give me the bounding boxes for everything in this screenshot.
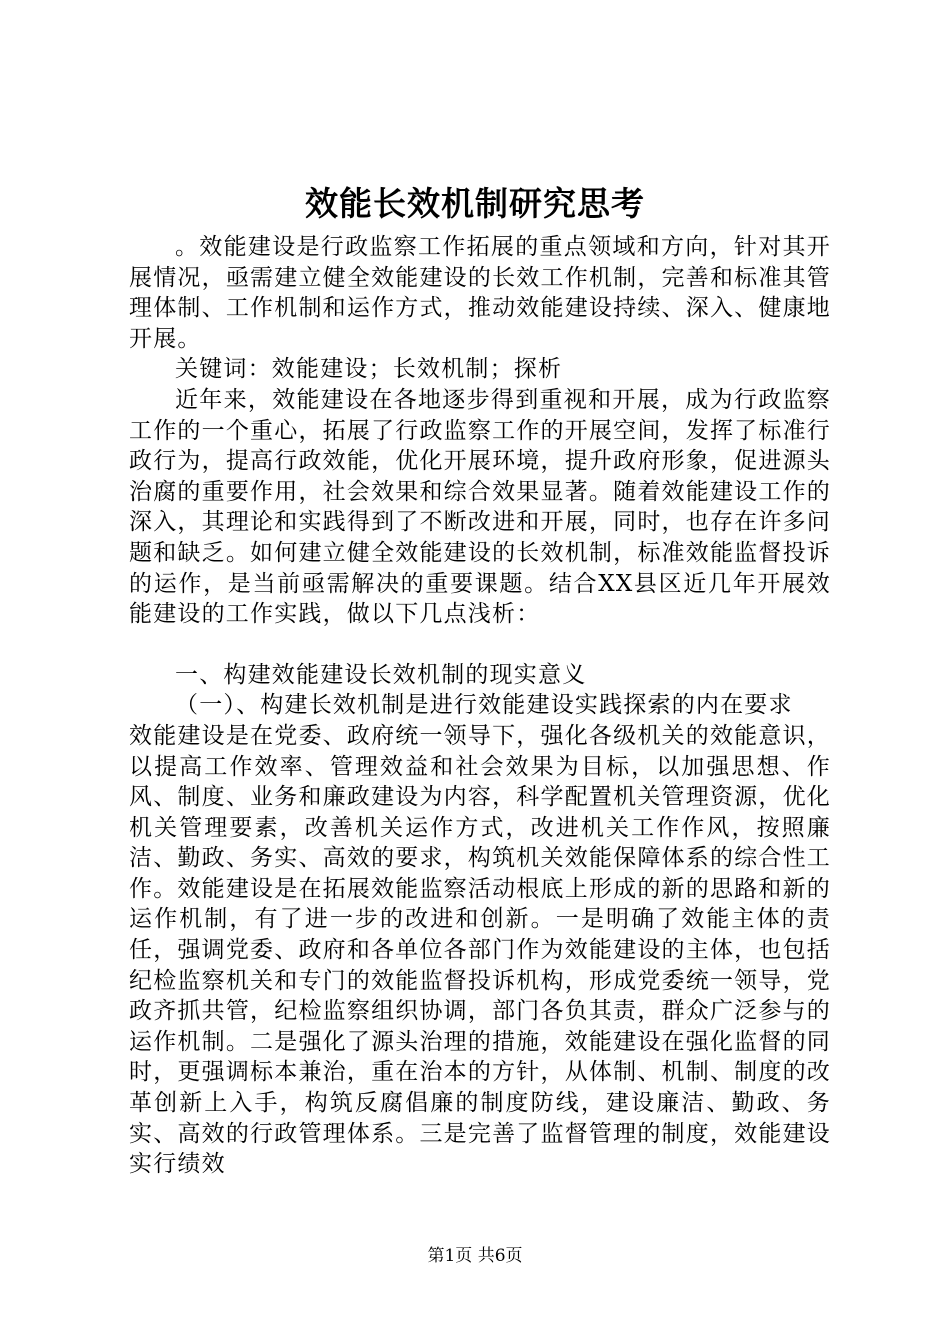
document-body (129, 232, 831, 1180)
subsection-body-paragraph: 效能建设是在党委、政府统一领导下，强化各级机关的效能意识，以提高工作效率、管理效益和社会效果为目标，以加强思想、作风、制度、业务和廉政建设为内容，科学配置机关管理资源，优化机关管理要素，改善机关运作方式，改进机关工作作风，按照廉洁、勤政、务实、高效的要求，构筑机关效能保障体系的综合性工作。效能建设是在拓展效能监察活动根底上形成的新的思路和新的运作机制，有了进一步的改进和创新。一是明确了效能主体的责任，强调党委、政府和各单位各部门作为效能建设的主体，也包括纪检监察机关和专门的效能监督投诉机构，形成党委统一领导，党政齐抓共管，纪检监察组织协调，部门各负其责，群众广泛参与的运作机制。二是强化了源头治理的措施，效能建设在强化监督的同时，更强调标本兼治，重在治本的方针，从体制、机制、制度的改革创新上入手，构筑反腐倡廉的制度防线，建设廉洁、勤政、务实、高效的行政管理体系。三是完善了监督管理的制度，效能建设实行绩效 (129, 722, 831, 1178)
document-title: 效能长效机制研究思考 (305, 184, 645, 223)
intro-paragraph: 近年来，效能建设在各地逐步得到重视和开展，成为行政监察工作的一个重心，拓展了行政监察工作的开展空间，发挥了标准行政行为，提高行政效能，优化开展环境，提升政府形象，促进源头治腐的重要作用，社会效果和综合效果显著。随着效能建设工作的深入，其理论和实践得到了不断改进和开展，同时，也存在许多问题和缺乏。如何建立健全效能建设的长效机制，标准效能监督投诉的运作，是当前亟需解决的重要课题。结合XX县区近几年开展效能建设的工作实践，做以下几点浅析： (129, 386, 831, 628)
keywords-line: 关键词：效能建设；长效机制；探析 (175, 356, 563, 383)
page-footer: 第1页 共6页 (427, 1246, 523, 1266)
subsection-heading: （一）、构建长效机制是进行效能建设实践探索的内在要求 (175, 692, 793, 719)
section-heading: 一、构建效能建设长效机制的现实意义 (175, 661, 587, 688)
abstract-paragraph: 。效能建设是行政监察工作拓展的重点领域和方向，针对其开展情况，亟需建立健全效能建设的长效工作机制，完善和标准其管理体制、工作机制和运作方式，推动效能建设持续、深入、健康地开展。 (129, 234, 831, 352)
